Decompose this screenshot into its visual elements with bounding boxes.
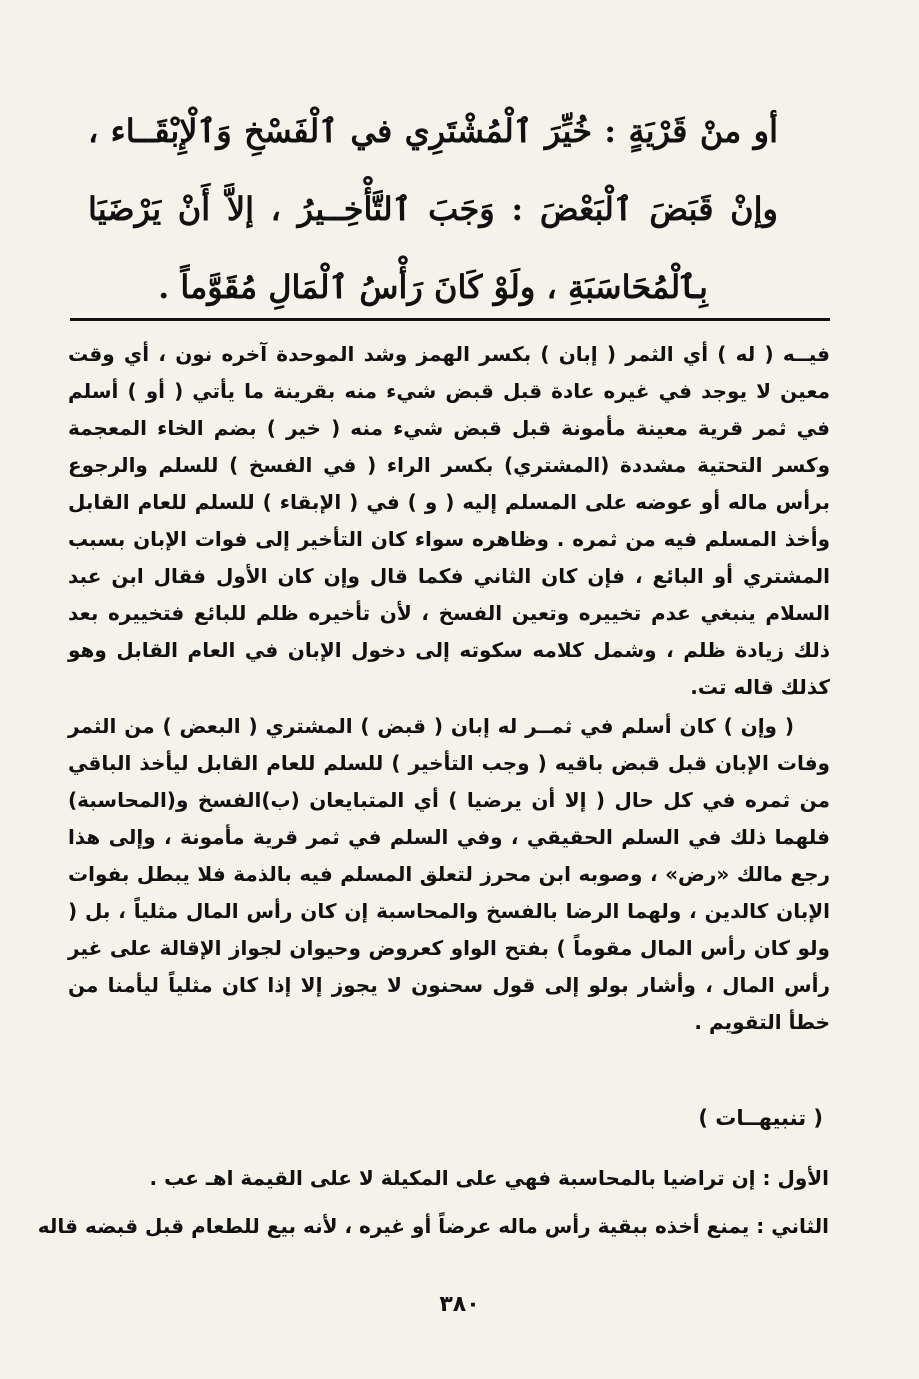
tanbih-first: الأول : إن تراضيا بالمحاسبة فهي على المكيلة لا على القيمة اهـ عب . — [149, 1166, 829, 1190]
page-number: ٣٨٠ — [439, 1292, 480, 1317]
commentary-sharh — [68, 336, 830, 1041]
commentary-paragraph-2: ( وإن ) كان أسلم في ثمــر له إبان ( قبض ) المشتري ( البعض ) من الثمر وفات الإبان قبل قبض باقيه ( وجب التأخير ) للسلم للعام القابل ليأخذ الباقي من ثمره في كل حال ( إلا أن يرضيا ) أي المتبايعان (ب)الفسخ و(المحاسبة) فلهما ذلك في السلم الحقيقي ، وفي السلم في ثمر قرية مأمونة ، وإلى هذا رجع مالك «رض» ، وصوبه ابن محرز لتعلق المسلم فيه بالذمة فلا يبطل بفوات الإبان كالدين ، ولهما الرضا بالفسخ والمحاسبة إن كان رأس المال مثلياً ، بل ( ولو كان رأس المال مقوماً ) بفتح الواو كعروض وحيوان لجواز الإقالة على غير رأس المال ، وأشار بولو إلى قول سحنون لا يجوز إلا إذا كان مثلياً ليأمنا من خطأ التقويم . — [68, 714, 830, 1034]
commentary-paragraph-1: فيــه ( له ) أي الثمر ( إبان ) بكسر الهمز وشد الموحدة آخره نون ، أي وقت معين لا يوجد في غيره عادة قبل قبض شيء منه بقرينة ما يأتي ( أو ) أسلم في ثمر قرية معينة مأمونة قبل قبض شيء منه ( خير ) بضم الخاء المعجمة وكسر التحتية مشددة (المشتري) بكسر الراء ( في الفسخ ) للسلم والرجوع برأس ماله أو عوضه على المسلم إليه ( و ) في ( الإبقاء ) للسلم للعام القابل وأخذ المسلم فيه من ثمره . وظاهره سواء كان التأخير إلى فوات الإبان بسبب المشتري أو البائع ، فإن كان الثاني فكما قال وإن كان الأول فقال ابن عبد السلام ينبغي عدم تخييره وتعين الفسخ ، لأن تأخيره ظلم للبائع فتخييره بعد ذلك زيادة ظلم ، وشمل كلامه سكوته إلى دخول الإبان في العام القابل وهو كذلك قاله تت. — [68, 342, 830, 699]
tanbih-second: الثاني : يمنع أخذه ببقية رأس ماله عرضاً أو غيره ، لأنه بيع للطعام قبل قبضه قاله — [37, 1214, 829, 1238]
main-text-matn: أو منْ قَرْيَةٍ : خُيِّرَ ٱلْمُشْتَرِي في ٱلْفَسْخِ وَٱلْإِبْقَــاء ، وإنْ قَبَضَ ٱلْبَعْضَ : وَجَبَ ٱلتَّأْخِــيرُ ، إلاَّ أَنْ يَرْضَيَا بِٱلْمُحَاسَبَةِ ، ولَوْ كَانَ رَأْسُ ٱلْمَالِ مُقَوَّماً . — [88, 112, 778, 306]
tanbihat-heading: ( تنبيهــات ) — [698, 1106, 823, 1130]
separator-rule — [70, 318, 830, 321]
